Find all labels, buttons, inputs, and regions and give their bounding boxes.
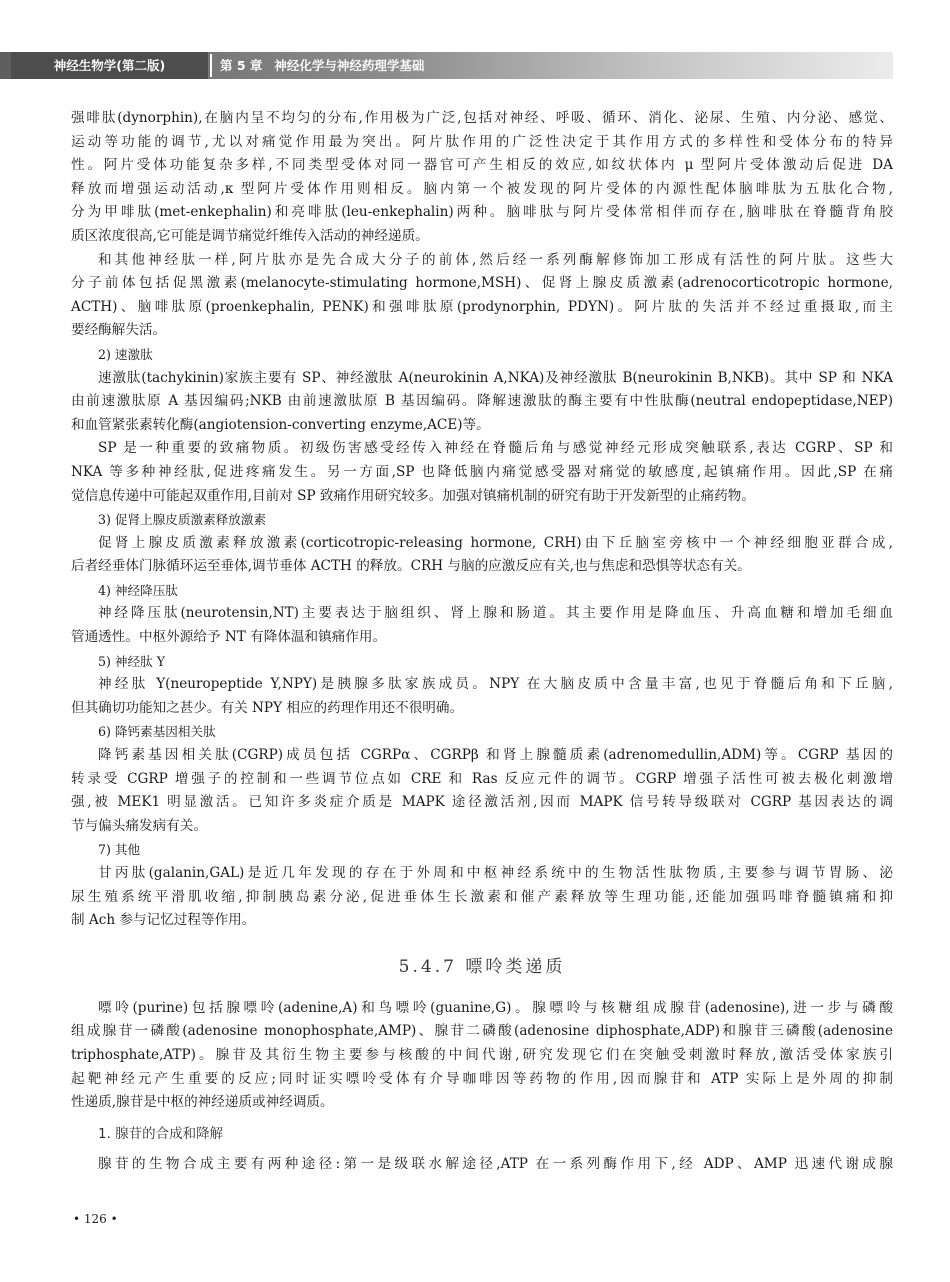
text-line: 质区浓度很高,它可能是调节痛觉纤维传入活动的神经递质。 — [71, 227, 429, 244]
text-line: 和血管紧张素转化酶(angiotension-converting enzyme,ACE)等。 — [71, 416, 490, 433]
text-line: 甘丙肽(galanin,GAL)是近几年发现的存在于外周和中枢神经系统中的生物活性肽物质,主要参与调节胃肠、泌 — [98, 865, 893, 881]
book-title: 神经生物学(第二版) — [11, 52, 208, 79]
text-line: 转录受 CGRP 增强子的控制和一些调节位点如 CRE 和 Ras 反应元件的调节。CGRP 增强子活性可被去极化刺激增 — [71, 770, 893, 787]
chapter-number: 第 5 章 — [220, 58, 263, 73]
text-line: 尿生殖系统平滑肌收缩,抑制胰岛素分泌,促进垂体生长激素和催产素释放等生理功能,还能加强吗啡脊髓镇痛和抑 — [71, 888, 893, 905]
running-header — [0, 52, 893, 79]
paragraph — [71, 107, 893, 249]
text-line: 和其他神经肽一样,阿片肽亦是先合成大分子的前体,然后经一系列酶解修饰加工形成有活性的阿片肽。这些大 — [98, 251, 893, 268]
subsection-heading: 4) 神经降压肽 — [98, 582, 178, 598]
text-line: NKA 等多种神经肽,促进疼痛发生。另一方面,SP 也降低脑内痛觉感受器对痛觉的敏感度,起镇痛作用。因此,SP 在痛 — [71, 463, 893, 480]
subsection-heading: 6) 降钙素基因相关肽 — [98, 724, 216, 740]
paragraph — [71, 1153, 893, 1177]
text-line: 但其确切功能知之甚少。有关 NPY 相应的药理作用还不很明确。 — [71, 699, 464, 716]
paragraph — [71, 744, 893, 838]
paragraph — [71, 997, 893, 1115]
text-line: 要经酶解失活。 — [71, 322, 167, 339]
text-line: 神经降压肽(neurotensin,NT)主要表达于脑组织、肾上腺和肠道。其主要作用是降血压、升高血糖和增加毛细血 — [98, 605, 893, 622]
paragraph — [71, 437, 893, 508]
subsection-heading: 5) 神经肽 Y — [98, 653, 166, 669]
text-line: 管通透性。中枢外源给予 NT 有降体温和镇痛作用。 — [71, 629, 387, 646]
text-line: 组成腺苷一磷酸(adenosine monophosphate,AMP)、腺苷二磷酸(adenosine diphosphate,ADP)和腺苷三磷酸(adenosine — [71, 1023, 893, 1040]
text-line: 促肾上腺皮质激素释放激素(corticotropic-releasing hormone, CRH)由下丘脑室旁核中一个神经细胞亚群合成, — [98, 534, 893, 551]
text-line: ACTH)、脑啡肽原(proenkephalin, PENK)和强啡肽原(prodynorphin, PDYN)。阿片肽的失活并不经过重摄取,而主 — [71, 298, 893, 315]
paragraph — [71, 249, 893, 343]
text-line: 强,被 MEK1 明显激活。已知许多炎症介质是 MAPK 途径激活剂,因而 MAPK 信号转导级联对 CGRP 基因表达的调 — [71, 794, 893, 811]
text-line: 强啡肽(dynorphin),在脑内呈不均匀的分布,作用极为广泛,包括对神经、呼吸、循环、消化、泌尿、生殖、内分泌、感觉、 — [71, 110, 893, 126]
text-line: 腺苷的生物合成主要有两种途径:第一是级联水解途径,ATP 在一系列酶作用下,经 ADP、AMP 迅速代谢成腺 — [98, 1155, 893, 1172]
paragraph — [71, 532, 893, 579]
paragraph — [71, 367, 893, 438]
text-line: 运动等功能的调节,尤以对痛觉作用最为突出。阿片肽作用的广泛性决定于其作用方式的多样性和受体分布的特异 — [71, 133, 893, 150]
text-line: 释放而增强运动活动,κ 型阿片受体作用则相反。脑内第一个被发现的阿片受体的内源性配体脑啡肽为五肽化合物, — [71, 180, 893, 197]
subsection-heading: 3) 促肾上腺皮质激素释放激素 — [98, 512, 267, 528]
text-line: 神经肽 Y(neuropeptide Y,NPY)是胰腺多肽家族成员。NPY 在大脑皮质中含量丰富,也见于脊髓后角和下丘脑, — [98, 676, 893, 693]
chapter-title: 神经化学与神经药理学基础 — [274, 58, 425, 73]
text-line: 由前速激肽原 A 基因编码;NKB 由前速激肽原 B 基因编码。降解速激肽的酶主要有中性肽酶(neutral endopeptidase,NEP) — [71, 393, 893, 410]
paragraph — [71, 673, 893, 720]
paragraph — [71, 602, 893, 649]
page-body — [71, 107, 893, 1176]
text-line: 分为甲啡肽(met-enkephalin)和亮啡肽(leu-enkephalin)两种。脑啡肽与阿片受体常相伴而存在,脑啡肽在脊髓背角胶 — [71, 204, 893, 221]
subsection-title: 1. 腺苷的合成和降解 — [98, 1125, 224, 1142]
text-line: 速激肽(tachykinin)家族主要有 SP、神经激肽 A(neurokinin A,NKA)及神经激肽 B(neurokinin B,NKB)。其中 SP 和 NKA — [98, 369, 893, 386]
text-line: 性。阿片受体功能复杂多样,不同类型受体对同一器官可产生相反的效应,如纹状体内 μ 型阿片受体激动后促进 DA — [71, 157, 893, 174]
text-line: 制 Ach 参与记忆过程等作用。 — [71, 912, 256, 929]
chapter-label — [220, 52, 424, 79]
text-line: 节与偏头痛发病有关。 — [71, 817, 207, 834]
text-line: 分子前体包括促黑激素(melanocyte-stimulating hormone,MSH)、促肾上腺皮质激素(adrenocorticotropic hormone, — [71, 275, 893, 292]
text-line: 降钙素基因相关肽(CGRP)成员包括 CGRPα、CGRPβ 和肾上腺髓质素(adrenomedullin,ADM)等。CGRP 基因的 — [98, 747, 893, 764]
text-line: SP 是一种重要的致痛物质。初级伤害感受经传入神经在脊髓后角与感觉神经元形成突触联系,表达 CGRP、SP 和 — [98, 440, 893, 457]
text-line: triphosphate,ATP)。腺苷及其衍生物主要参与核酸的中间代谢,研究发现它们在突触受刺激时释放,激活受体家族引 — [71, 1046, 893, 1063]
subsection-heading: 7) 其他 — [98, 842, 141, 858]
text-line: 觉信息传递中可能起双重作用,目前对 SP 致痛作用研究较多。加强对镇痛机制的研究有助于开发新型的止痛药物。 — [71, 487, 755, 504]
section-title: 5.4.7 嘌呤类递质 — [398, 956, 566, 977]
page-number: • 126 • — [73, 1212, 118, 1226]
subsection-heading: 2) 速激肽 — [98, 346, 153, 362]
text-line: 性递质,腺苷是中枢的神经递质或神经调质。 — [71, 1094, 334, 1111]
header-divider — [210, 54, 212, 77]
text-line: 起靶神经元产生重要的反应;同时证实嘌呤受体有介导咖啡因等药物的作用,因而腺苷和 ATP 实际上是外周的抑制 — [71, 1070, 893, 1087]
text-line: 后者经垂体门脉循环运至垂体,调节垂体 ACTH 的释放。CRH 与脑的应激反应有关,也与焦虑和恐惧等状态有关。 — [71, 558, 751, 575]
text-line: 嘌呤(purine)包括腺嘌呤(adenine,A)和鸟嘌呤(guanine,G)。腺嘌呤与核糖组成腺苷(adenosine),进一步与磷酸 — [98, 999, 893, 1016]
paragraph — [71, 862, 893, 933]
